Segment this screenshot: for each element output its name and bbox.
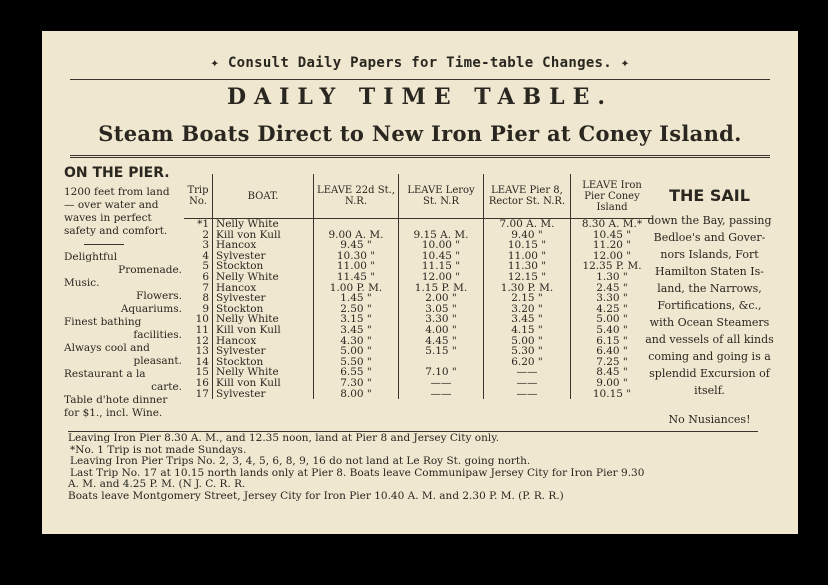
boat-name: Nelly White xyxy=(213,272,314,283)
boat-name: Hancox xyxy=(213,240,314,251)
departure-time: 10.45 " xyxy=(571,230,654,241)
trip-number: 3 xyxy=(202,239,209,252)
trip-number: 14 xyxy=(195,355,209,368)
departure-time: 8.00 " xyxy=(314,389,399,400)
consult-text: Consult Daily Papers for Time-table Changes. xyxy=(227,55,613,71)
footnote-line: Leaving Iron Pier 8.30 A. M., and 12.35 noon, land at Pier 8 and Jersey City only. xyxy=(68,432,500,444)
on-pier-line: Promenade. xyxy=(118,264,182,276)
on-pier-line: carte. xyxy=(151,381,182,393)
departure-time: 2.00 " xyxy=(399,293,484,304)
boat-name: Kill von Kull xyxy=(213,325,314,336)
trip-number: 11 xyxy=(195,323,209,336)
timetable xyxy=(184,174,653,399)
departure-time: 2.50 " xyxy=(314,304,399,315)
footnote-line: A. M. and 4.25 P. M. (N J. C. R. R. xyxy=(68,478,246,491)
departure-time: 5.40 " xyxy=(571,325,654,336)
departure-time: 2.45 " xyxy=(571,283,654,294)
boat-name: Kill von Kull xyxy=(213,378,314,389)
footnote-line: *No. 1 Trip is not made Sundays. xyxy=(70,443,247,456)
column-header: Trip No. xyxy=(184,174,213,219)
boat-name: Kill von Kull xyxy=(213,230,314,241)
departure-time: 5.30 " xyxy=(484,346,571,357)
boat-name: Sylvester xyxy=(213,346,314,357)
departure-time: 12.15 " xyxy=(484,272,571,283)
table-row xyxy=(184,325,653,336)
departure-time: 6.40 " xyxy=(571,346,654,357)
departure-time: 9.00 " xyxy=(571,378,654,389)
on-pier-line: facilities. xyxy=(133,329,182,341)
departure-time: 3.15 " xyxy=(314,314,399,325)
departure-time: 8.30 A. M.* xyxy=(571,219,654,230)
departure-time: 3.45 " xyxy=(484,314,571,325)
departure-time: 6.15 " xyxy=(571,336,654,347)
footnote-line: Last Trip No. 17 at 10.15 north lands only at Pier 8. Boats leave Communipaw Jersey City for Iron Pier 9.30 xyxy=(70,466,645,479)
page-title: DAILY TIME TABLE. xyxy=(226,84,614,110)
departure-time: —— xyxy=(484,378,571,389)
trip-number: 10 xyxy=(195,313,209,326)
departure-time: 12.00 " xyxy=(399,272,484,283)
departure-time: 5.00 " xyxy=(484,336,571,347)
departure-time: 5.00 " xyxy=(314,346,399,357)
boat-name: Nelly White xyxy=(213,314,314,325)
departure-time: 9.45 " xyxy=(314,240,399,251)
departure-time: 1.45 " xyxy=(314,293,399,304)
footnotes xyxy=(68,433,778,503)
trip-number: 17 xyxy=(195,387,209,400)
heading-rule xyxy=(70,155,770,158)
sail-line: splendid Excursion of xyxy=(649,367,770,380)
on-pier-line: for $1., incl. Wine. xyxy=(64,407,163,419)
departure-time: 6.55 " xyxy=(314,367,399,378)
on-pier-line: Table d'hote dinner xyxy=(64,394,168,406)
left-eagle-icon: ✦ xyxy=(210,55,228,71)
trip-number: 2 xyxy=(202,228,209,241)
table-row xyxy=(184,389,653,400)
departure-time: 11.00 " xyxy=(484,251,571,262)
footnote-line: Boats leave Montgomery Street, Jersey City for Iron Pier 10.40 A. M. and 2.30 P. M. (P. R. R.) xyxy=(68,489,564,502)
departure-time: 10.15 " xyxy=(571,389,654,400)
the-sail-heading: THE SAIL xyxy=(669,186,750,205)
departure-time: 3.45 " xyxy=(314,325,399,336)
trip-number: 4 xyxy=(202,249,209,262)
footnote-line: Leaving Iron Pier Trips No. 2, 3, 4, 5, 6, 8, 9, 16 do not land at Le Roy St. going north. xyxy=(70,455,531,468)
departure-time: 10.15 " xyxy=(484,240,571,251)
departure-time: 7.30 " xyxy=(314,378,399,389)
departure-time: 7.25 " xyxy=(571,357,654,368)
column-header: LEAVE Iron Pier Coney Island xyxy=(571,174,654,219)
departure-time: 12.35 P. M. xyxy=(571,261,654,272)
departure-time: —— xyxy=(399,378,484,389)
departure-time: 5.00 " xyxy=(571,314,654,325)
trip-number: 7 xyxy=(202,281,209,294)
boat-name: Hancox xyxy=(213,336,314,347)
boat-name: Nelly White xyxy=(213,219,314,230)
departure-time: 1.00 P. M. xyxy=(314,283,399,294)
on-pier-line: safety and comfort. xyxy=(64,225,168,237)
top-rule xyxy=(70,79,770,80)
departure-time: 4.30 " xyxy=(314,336,399,347)
departure-time: 4.45 " xyxy=(399,336,484,347)
on-pier-line: Flowers. xyxy=(136,290,182,302)
departure-time: 1.30 " xyxy=(571,272,654,283)
departure-time: 3.05 " xyxy=(399,304,484,315)
column-header: BOAT. xyxy=(213,174,314,219)
departure-time xyxy=(314,219,399,230)
departure-time: 9.15 A. M. xyxy=(399,230,484,241)
on-pier-line: pleasant. xyxy=(133,355,182,367)
trip-number: 6 xyxy=(202,270,209,283)
departure-time: 11.30 " xyxy=(484,261,571,272)
boat-name: Nelly White xyxy=(213,367,314,378)
sail-line: and vessels of all kinds xyxy=(645,333,774,346)
trip-number: 5 xyxy=(202,260,209,273)
departure-time: 11.00 " xyxy=(314,261,399,272)
table-row xyxy=(184,219,653,230)
trip-number: 16 xyxy=(195,376,209,389)
departure-time: 11.20 " xyxy=(571,240,654,251)
departure-time: 11.15 " xyxy=(399,261,484,272)
departure-time: 3.30 " xyxy=(399,314,484,325)
boat-name: Stockton xyxy=(213,357,314,368)
trip-number: 15 xyxy=(195,366,209,379)
departure-time: 2.15 " xyxy=(484,293,571,304)
on-the-pier-heading: ON THE PIER. xyxy=(64,165,170,181)
trip-number: 13 xyxy=(195,345,209,358)
departure-time: 9.40 " xyxy=(484,230,571,241)
on-the-pier-column xyxy=(64,167,182,420)
departure-time: 9.00 A. M. xyxy=(314,230,399,241)
on-pier-line: waves in perfect xyxy=(64,212,152,224)
departure-time: —— xyxy=(484,389,571,400)
sail-line: nors Islands, Fort xyxy=(660,248,759,261)
departure-time: 1.30 P. M. xyxy=(484,283,571,294)
sail-line: with Ocean Steamers xyxy=(649,316,770,329)
trip-number: 8 xyxy=(202,292,209,305)
sail-line: Hamilton Staten Is- xyxy=(655,265,764,278)
boat-name: Sylvester xyxy=(213,251,314,262)
on-pier-line: Aquariums. xyxy=(120,303,182,315)
on-pier-line: Finest bathing xyxy=(64,316,142,328)
departure-time xyxy=(399,219,484,230)
departure-time: 1.15 P. M. xyxy=(399,283,484,294)
timetable-card xyxy=(42,31,798,534)
boat-name: Sylvester xyxy=(213,293,314,304)
departure-time: 4.25 " xyxy=(571,304,654,315)
boat-name: Stockton xyxy=(213,304,314,315)
divider xyxy=(84,244,124,245)
consult-papers-notice xyxy=(42,55,798,71)
on-pier-line: 1200 feet from land xyxy=(64,186,170,198)
on-pier-line: Music. xyxy=(64,277,100,289)
departure-time: 7.00 A. M. xyxy=(484,219,571,230)
trip-number: 9 xyxy=(202,302,209,315)
departure-time: 10.30 " xyxy=(314,251,399,262)
sail-line: itself. xyxy=(694,384,725,397)
departure-time: 11.45 " xyxy=(314,272,399,283)
trip-number: 12 xyxy=(195,334,209,347)
column-header: LEAVE Pier 8, Rector St. N.R. xyxy=(484,174,571,219)
on-pier-line: Delightful xyxy=(64,251,118,263)
table-row xyxy=(184,272,653,283)
sail-note: No Nusiances! xyxy=(668,413,751,426)
trip-number: *1 xyxy=(197,218,209,230)
departure-time: —— xyxy=(399,389,484,400)
departure-time: 8.45 " xyxy=(571,367,654,378)
boat-name: Hancox xyxy=(213,283,314,294)
table-row xyxy=(184,378,653,389)
column-header: LEAVE 22d St., N.R. xyxy=(314,174,399,219)
departure-time: 6.20 " xyxy=(484,357,571,368)
boat-name: Stockton xyxy=(213,261,314,272)
departure-time: 10.45 " xyxy=(399,251,484,262)
sail-line: Fortifications, &c., xyxy=(657,299,762,312)
departure-time: 4.00 " xyxy=(399,325,484,336)
departure-time: 4.15 " xyxy=(484,325,571,336)
sail-line: Bedloe's and Gover- xyxy=(653,231,766,244)
departure-time: 5.50 " xyxy=(314,357,399,368)
departure-time: 5.15 " xyxy=(399,346,484,357)
departure-time: 3.30 " xyxy=(571,293,654,304)
on-pier-line: Always cool and xyxy=(64,342,150,354)
sail-line: land, the Narrows, xyxy=(657,282,762,295)
departure-time: 12.00 " xyxy=(571,251,654,262)
departure-time: 10.00 " xyxy=(399,240,484,251)
sail-line: down the Bay, passing xyxy=(647,214,772,227)
page-subtitle: Steam Boats Direct to New Iron Pier at Coney Island. xyxy=(98,121,742,146)
right-eagle-icon: ✦ xyxy=(612,55,630,71)
column-header: LEAVE Leroy St. N.R xyxy=(399,174,484,219)
sail-line: coming and going is a xyxy=(648,350,771,363)
departure-time: 7.10 " xyxy=(399,367,484,378)
the-sail-column xyxy=(627,187,792,428)
boat-name: Sylvester xyxy=(213,389,314,400)
departure-time: —— xyxy=(484,367,571,378)
on-pier-line: — over water and xyxy=(64,199,159,211)
on-pier-line: Restaurant a la xyxy=(64,368,146,380)
departure-time: 3.20 " xyxy=(484,304,571,315)
